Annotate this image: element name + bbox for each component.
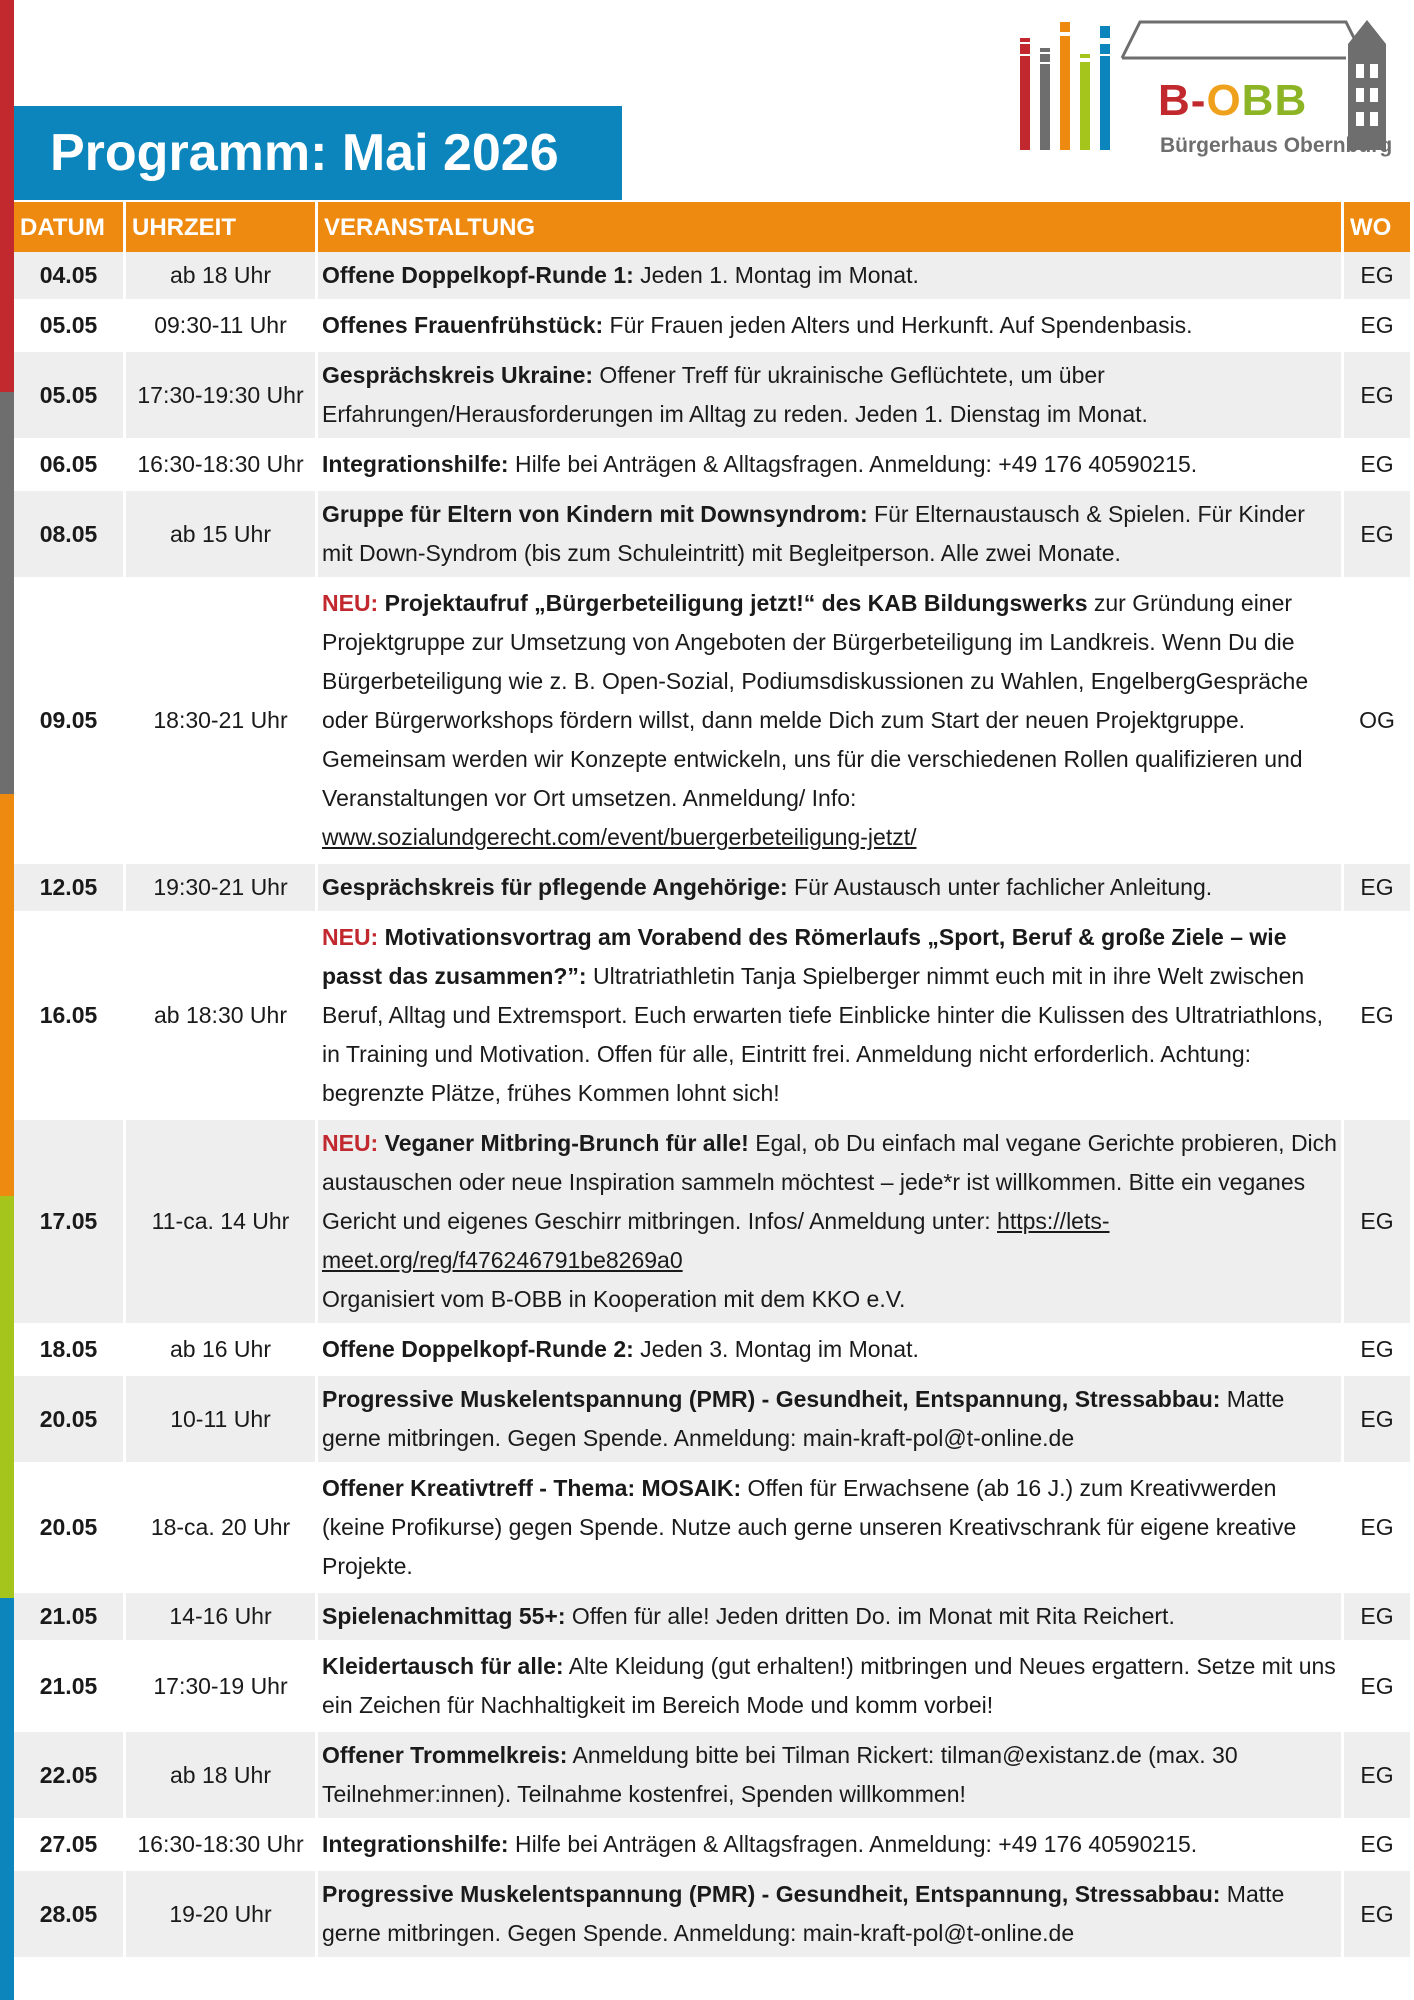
event-description	[318, 1821, 1344, 1871]
event-date: 21.05	[14, 1593, 126, 1643]
event-date: 20.05	[14, 1465, 126, 1593]
page-title: Programm: Mai 2026	[14, 106, 622, 200]
header-date: DATUM	[14, 202, 126, 252]
edge-stripe-blue	[0, 1598, 14, 2000]
table-row	[14, 1376, 1410, 1465]
event-text: Offen für alle! Jeden dritten Do. im Monat mit Rita Reichert.	[565, 1603, 1175, 1629]
event-text: Matte gerne mitbringen. Gegen Spende. Anmeldung: main-kraft-pol@t-online.de	[322, 1881, 1285, 1946]
event-link[interactable]: https://lets-meet.org/reg/f476246791be8269a0	[322, 1208, 1110, 1273]
logo-name-o: O	[1206, 76, 1242, 125]
event-time: 19-20 Uhr	[126, 1871, 318, 1960]
event-description	[318, 491, 1344, 580]
event-description	[318, 302, 1344, 352]
event-description	[318, 1120, 1344, 1326]
edge-stripe-red	[0, 0, 14, 392]
event-description	[318, 864, 1344, 914]
event-date: 16.05	[14, 914, 126, 1120]
table-row	[14, 1120, 1410, 1326]
event-date: 21.05	[14, 1643, 126, 1732]
event-date: 09.05	[14, 580, 126, 864]
table-row	[14, 864, 1410, 914]
event-time: 17:30-19:30 Uhr	[126, 352, 318, 441]
table-body	[14, 252, 1410, 1960]
event-time: 16:30-18:30 Uhr	[126, 1821, 318, 1871]
event-link[interactable]: www.sozialundgerecht.com/event/buergerbeteiligung-jetzt/	[322, 824, 917, 850]
event-text: Offener Treff für ukrainische Geflüchtete, um über Erfahrungen/Herausforderungen im Alltag zu reden. Jeden 1. Dienstag im Monat.	[322, 362, 1148, 427]
event-text: Hilfe bei Anträgen & Alltagsfragen. Anmeldung: +49 176 40590215.	[508, 1831, 1198, 1857]
event-date: 20.05	[14, 1376, 126, 1465]
event-date: 28.05	[14, 1871, 126, 1960]
event-description	[318, 1643, 1344, 1732]
event-description	[318, 1465, 1344, 1593]
table-row	[14, 352, 1410, 441]
event-location: EG	[1344, 302, 1410, 352]
event-time: 19:30-21 Uhr	[126, 864, 318, 914]
event-date: 22.05	[14, 1732, 126, 1821]
event-text: Jeden 1. Montag im Monat.	[633, 262, 919, 288]
event-location: EG	[1344, 441, 1410, 491]
event-location: EG	[1344, 352, 1410, 441]
event-date: 27.05	[14, 1821, 126, 1871]
event-organizer: Organisiert vom B-OBB in Kooperation mit dem KKO e.V.	[322, 1286, 906, 1312]
program-table	[14, 202, 1410, 1960]
event-location: EG	[1344, 1821, 1410, 1871]
event-title: Gesprächskreis Ukraine:	[322, 362, 594, 388]
event-location: EG	[1344, 1376, 1410, 1465]
event-title: Offenes Frauenfrühstück:	[322, 312, 604, 338]
event-title: Motivationsvortrag am Vorabend des Römerlaufs „Sport, Beruf & große Ziele – wie passt das zusammen?”:	[322, 924, 1287, 989]
event-title: Progressive Muskelentspannung (PMR) - Gesundheit, Entspannung, Stressabbau:	[322, 1881, 1221, 1907]
event-time: 09:30-11 Uhr	[126, 302, 318, 352]
event-title: Veganer Mitbring-Brunch für alle!	[378, 1130, 749, 1156]
event-time: 17:30-19 Uhr	[126, 1643, 318, 1732]
table-row	[14, 580, 1410, 864]
event-location: EG	[1344, 914, 1410, 1120]
event-title: Progressive Muskelentspannung (PMR) - Gesundheit, Entspannung, Stressabbau:	[322, 1386, 1221, 1412]
table-row	[14, 1871, 1410, 1960]
event-time: 11-ca. 14 Uhr	[126, 1120, 318, 1326]
table-row	[14, 441, 1410, 491]
event-title: Spielenachmittag 55+:	[322, 1603, 566, 1629]
event-date: 12.05	[14, 864, 126, 914]
event-text: Offen für Erwachsene (ab 16 J.) zum Kreativwerden (keine Profikurse) gegen Spende. Nutze auch gerne unseren Kreativschrank für eigene kreative Projekte.	[322, 1475, 1297, 1579]
table-row	[14, 491, 1410, 580]
header-time: UHRZEIT	[126, 202, 318, 252]
event-title: Offene Doppelkopf-Runde 2:	[322, 1336, 634, 1362]
event-time: 10-11 Uhr	[126, 1376, 318, 1465]
table-row	[14, 1593, 1410, 1643]
event-location: EG	[1344, 252, 1410, 302]
event-title: Integrationshilfe:	[322, 451, 509, 477]
event-title: Kleidertausch für alle:	[322, 1653, 564, 1679]
event-text: Matte gerne mitbringen. Gegen Spende. Anmeldung: main-kraft-pol@t-online.de	[322, 1386, 1285, 1451]
event-location: EG	[1344, 1120, 1410, 1326]
event-location: EG	[1344, 491, 1410, 580]
event-description	[318, 352, 1344, 441]
event-description	[318, 441, 1344, 491]
edge-stripe-green	[0, 1196, 14, 1598]
event-time: 16:30-18:30 Uhr	[126, 441, 318, 491]
event-text: Für Frauen jeden Alters und Herkunft. Auf Spendenbasis.	[603, 312, 1193, 338]
new-label: NEU:	[322, 924, 379, 950]
table-row	[14, 1326, 1410, 1376]
event-location: EG	[1344, 1871, 1410, 1960]
event-text: Ultratriathletin Tanja Spielberger nimmt euch mit in ihre Welt zwischen Beruf, Alltag und Extremsport. Euch erwarten tiefe Einblicke hinter die Kulissen des Ultratriathlons, in Training und Motivation. Offen für alle, Eintritt frei. Anmeldung nicht erforderlich. Achtung: begrenzte Plätze, frühes Kommen lohnt sich!	[322, 963, 1323, 1106]
event-title: Integrationshilfe:	[322, 1831, 509, 1857]
event-text: Für Austausch unter fachlicher Anleitung.	[787, 874, 1213, 900]
event-time: 18:30-21 Uhr	[126, 580, 318, 864]
event-text: Für Elternaustausch & Spielen. Für Kinder mit Down-Syndrom (bis zum Schuleintritt) mit Begleitperson. Alle zwei Monate.	[322, 501, 1305, 566]
event-description	[318, 1593, 1344, 1643]
event-text: Egal, ob Du einfach mal vegane Gerichte probieren, Dich austauschen oder neue Inspiration sammeln möchtest – jede*r ist willkommen. Bitte ein veganes Gericht und eigenes Geschirr mitbringen. Infos/ Anmeldung unter:	[322, 1130, 1337, 1234]
table-row	[14, 1732, 1410, 1821]
event-title: Projektaufruf „Bürgerbeteiligung jetzt!“ des KAB Bildungswerks	[378, 590, 1088, 616]
table-row	[14, 1821, 1410, 1871]
event-text: Alte Kleidung (gut erhalten!) mitbringen und Neues ergattern. Setze mit uns ein Zeichen für Nachhaltigkeit im Bereich Mode und komm vorbei!	[322, 1653, 1336, 1718]
event-text: Hilfe bei Anträgen & Alltagsfragen. Anmeldung: +49 176 40590215.	[508, 451, 1198, 477]
event-title: Gruppe für Eltern von Kindern mit Downsyndrom:	[322, 501, 868, 527]
event-description	[318, 1376, 1344, 1465]
event-location: EG	[1344, 1465, 1410, 1593]
event-location: EG	[1344, 1732, 1410, 1821]
event-time: ab 18 Uhr	[126, 1732, 318, 1821]
event-description	[318, 252, 1344, 302]
edge-stripe-gray	[0, 392, 14, 794]
event-description	[318, 1732, 1344, 1821]
event-date: 08.05	[14, 491, 126, 580]
table-row	[14, 1643, 1410, 1732]
event-text: Anmeldung bitte bei Tilman Rickert: tilman@existanz.de (max. 30 Teilnehmer:innen). Teilnahme kostenfrei, Spenden willkommen!	[322, 1742, 1238, 1807]
table-header-row	[14, 202, 1410, 252]
event-date: 06.05	[14, 441, 126, 491]
event-description	[318, 914, 1344, 1120]
event-time: ab 15 Uhr	[126, 491, 318, 580]
event-date: 05.05	[14, 352, 126, 441]
logo-wordmark	[1158, 76, 1307, 126]
event-title: Offene Doppelkopf-Runde 1:	[322, 262, 634, 288]
event-description	[318, 580, 1344, 864]
header-where: WO	[1344, 202, 1410, 252]
table-row	[14, 1465, 1410, 1593]
event-description	[318, 1871, 1344, 1960]
b-obb-logo	[1016, 14, 1394, 164]
event-date: 05.05	[14, 302, 126, 352]
event-date: 04.05	[14, 252, 126, 302]
event-time: ab 18 Uhr	[126, 252, 318, 302]
logo-name-part1: B-	[1158, 76, 1207, 125]
table-row	[14, 252, 1410, 302]
logo-subtitle: Bürgerhaus Obernburg	[1160, 134, 1393, 157]
event-location: OG	[1344, 580, 1410, 864]
event-date: 18.05	[14, 1326, 126, 1376]
event-text: Jeden 3. Montag im Monat.	[633, 1336, 919, 1362]
logo-name-part2: BB	[1241, 76, 1308, 125]
event-text: zur Gründung einer Projektgruppe zur Umsetzung von Angeboten der Bürgerbeteiligung im Landkreis. Wenn Du die Bürgerbeteiligung wie z. B. Open-Sozial, Podiumsdiskussionen zu Wahlen, EngelbergGespräche oder Bürgerworkshops fördern willst, dann melde Dich zum Start der neuen Projektgruppe. Gemeinsam werden wir Konzepte entwickeln, uns für die verschiedenen Rollen qualifizieren und Veranstaltungen vor Ort umsetzen. Anmeldung/ Info:	[322, 590, 1309, 811]
header-event: VERANSTALTUNG	[318, 202, 1344, 252]
new-label: NEU:	[322, 1130, 379, 1156]
event-time: ab 16 Uhr	[126, 1326, 318, 1376]
edge-color-stripe	[0, 0, 14, 2000]
event-location: EG	[1344, 1326, 1410, 1376]
table-row	[14, 914, 1410, 1120]
event-location: EG	[1344, 864, 1410, 914]
event-time: 14-16 Uhr	[126, 1593, 318, 1643]
event-title: Offener Kreativtreff - Thema: MOSAIK:	[322, 1475, 742, 1501]
event-description	[318, 1326, 1344, 1376]
event-location: EG	[1344, 1593, 1410, 1643]
edge-stripe-orange	[0, 794, 14, 1196]
event-time: 18-ca. 20 Uhr	[126, 1465, 318, 1593]
event-time: ab 18:30 Uhr	[126, 914, 318, 1120]
event-title: Offener Trommelkreis:	[322, 1742, 568, 1768]
table-row	[14, 302, 1410, 352]
new-label: NEU:	[322, 590, 379, 616]
event-title: Gesprächskreis für pflegende Angehörige:	[322, 874, 788, 900]
event-date: 17.05	[14, 1120, 126, 1326]
event-location: EG	[1344, 1643, 1410, 1732]
